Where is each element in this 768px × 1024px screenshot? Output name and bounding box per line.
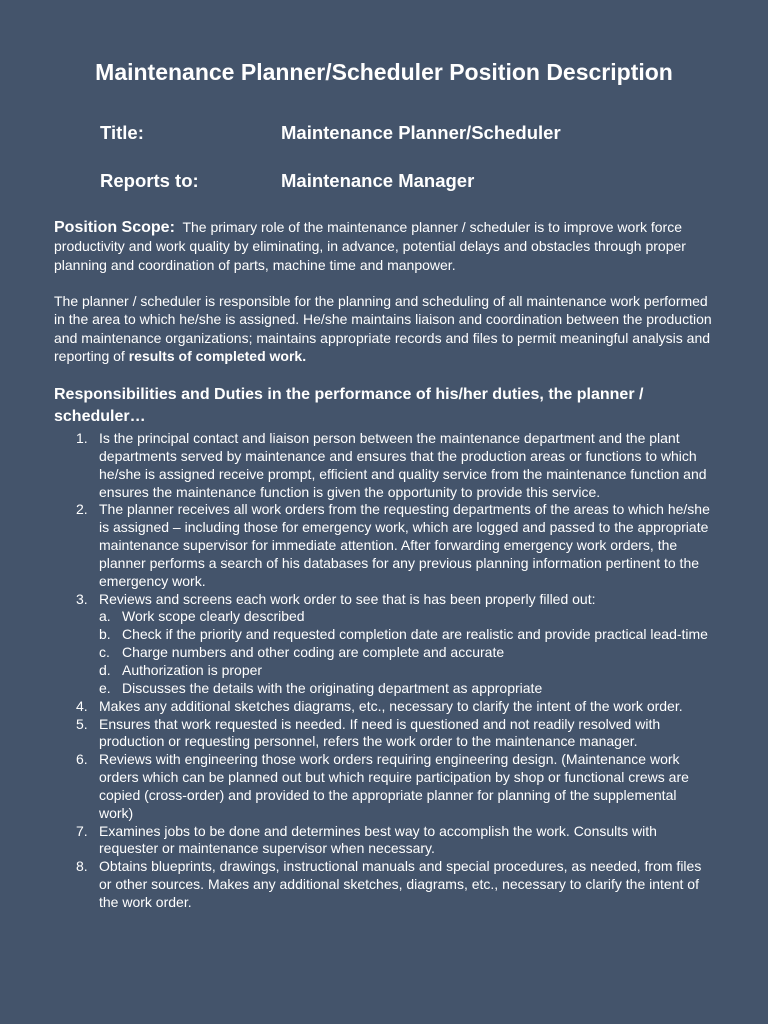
duty-number: 2.: [76, 501, 88, 518]
sub-item: [99, 680, 714, 698]
duty-item: [54, 698, 714, 716]
duty-item: [54, 823, 714, 859]
duty-sublist: [99, 608, 714, 697]
title-field-label: Title:: [100, 122, 144, 143]
responsibilities-heading: Responsibilities and Duties in the performance of his/her duties, the planner / scheduler…: [54, 386, 644, 425]
document-title: Maintenance Planner/Scheduler Position Description: [95, 59, 673, 85]
title-field: [100, 121, 561, 145]
duty-number: 6.: [76, 751, 88, 768]
responsibility-bold-text: results of completed work.: [128, 347, 307, 364]
sub-item-letter: c.: [99, 644, 110, 661]
reports-to-field: [100, 169, 474, 193]
duty-text: Reviews with engineering those work orders requiring engineering design. (Maintenance work orders which can be planned out but which require participation by shop or functional crews are copied (cross-order) and provided to the appropriate planner for planning of the supplemental work): [99, 751, 689, 821]
sub-item-text: Authorization is proper: [122, 661, 263, 678]
duty-item: [54, 716, 714, 752]
sub-item-letter: a.: [99, 608, 111, 625]
duty-number: 5.: [76, 715, 88, 732]
duty-text: Ensures that work requested is needed. If need is questioned and not readily resolved with production or requesting personnel, refers the work order to the maintenance manager.: [99, 715, 661, 750]
duty-item: [54, 501, 714, 590]
reports-to-field-value: Maintenance Manager: [281, 170, 475, 191]
sub-item-text: Check if the priority and requested completion date are realistic and provide practical lead-time: [122, 626, 708, 643]
responsibility-text: The planner / scheduler is responsible for the planning and scheduling of all maintenance work performed in the area to which he/she is assigned. He/she maintains liaison and coordination between the production and maintenance organizations; maintains appropriate records and files to permit meaningful analysis and reporting of: [54, 293, 712, 364]
duty-text: Obtains blueprints, drawings, instructional manuals and special procedures, as needed, from files or other sources. Makes any additional sketches, diagrams, etc., necessary to clarify the intent of the work order.: [99, 858, 702, 910]
duty-item: [54, 858, 714, 912]
sub-item-letter: e.: [99, 679, 111, 696]
position-scope-text: The primary role of the maintenance planner / scheduler is to improve work force productivity and work quality by eliminating, in advance, potential delays and obstacles through proper planning and coordination of parts, machine time and manpower.: [54, 219, 686, 273]
duty-number: 1.: [76, 430, 88, 446]
duty-item: [54, 591, 714, 698]
sub-item-letter: b.: [99, 626, 111, 643]
duty-text: Makes any additional sketches diagrams, etc., necessary to clarify the intent of the work order.: [99, 697, 683, 714]
position-scope-label: Position Scope:: [54, 219, 175, 236]
reports-to-field-label: Reports to:: [100, 170, 199, 191]
duty-number: 7.: [76, 822, 88, 839]
sub-item-text: Charge numbers and other coding are complete and accurate: [122, 644, 505, 661]
sub-item: [99, 626, 714, 644]
duties-list: [54, 430, 714, 912]
duty-number: 3.: [76, 590, 88, 607]
duty-text: The planner receives all work orders from the requesting departments of the areas to which he/she is assigned – including those for emergency work, which are logged and passed to the appropriate maintenance supervisor for immediate attention. After forwarding emergency work orders, the planner performs a search of his databases for any previous planning information pertinent to the emergency work.: [99, 501, 710, 589]
duty-text: Reviews and screens each work order to see that is has been properly filled out:: [99, 590, 596, 607]
duty-number: 8.: [76, 858, 88, 875]
position-scope-paragraph: [54, 218, 714, 274]
sub-item: [99, 608, 714, 626]
duty-text: Examines jobs to be done and determines best way to accomplish the work. Consults with requester or maintenance supervisor when necessary.: [99, 822, 657, 857]
duty-text: Is the principal contact and liaison person between the maintenance department and the plant departments served by maintenance and ensures that the production areas or functions to which he/she is assigned receive prompt, efficient and quality service from the maintenance function and ensures the maintenance function is given the opportunity to provide this service.: [99, 430, 707, 500]
duty-item: [54, 751, 714, 822]
responsibility-paragraph: [54, 292, 714, 365]
duty-item: [54, 430, 714, 501]
sub-item-text: Discusses the details with the originating department as appropriate: [122, 679, 543, 696]
duty-number: 4.: [76, 697, 88, 714]
title-field-value: Maintenance Planner/Scheduler: [281, 122, 561, 143]
sub-item: [99, 644, 714, 662]
sub-item-letter: d.: [99, 661, 111, 678]
sub-item-text: Work scope clearly described: [122, 608, 305, 625]
sub-item: [99, 662, 714, 680]
